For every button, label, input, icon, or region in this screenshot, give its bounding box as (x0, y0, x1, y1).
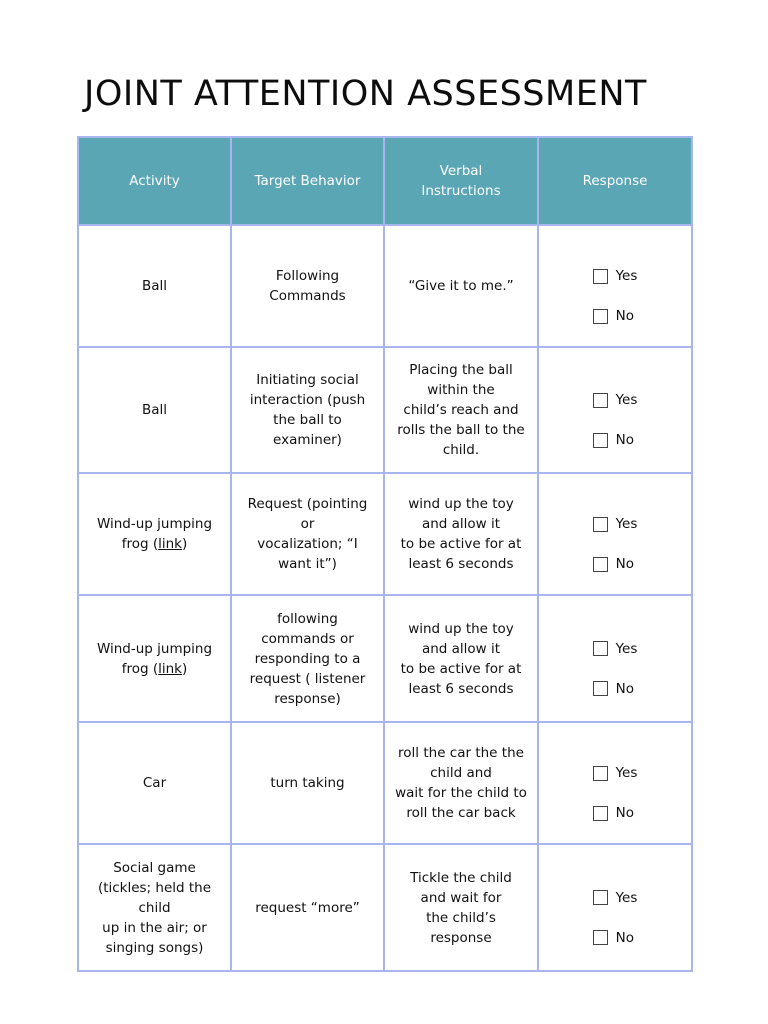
yes-label: Yes (615, 392, 638, 408)
table-row (78, 595, 692, 722)
yes-option[interactable] (593, 888, 638, 908)
table-row (78, 722, 692, 844)
no-option[interactable] (593, 679, 638, 699)
activity-text-end: ) (182, 660, 188, 677)
yes-checkbox[interactable] (593, 393, 608, 408)
target-behavior-cell: request “more” (231, 844, 384, 971)
yes-option[interactable] (593, 763, 638, 783)
column-header-activity: Activity (78, 137, 231, 225)
target-behavior-cell: Initiating social interaction (push the ball to examiner) (231, 347, 384, 473)
target-behavior-cell: following commands or responding to a request ( listener response) (231, 595, 384, 722)
activity-cell (78, 473, 231, 595)
no-option[interactable] (593, 306, 638, 326)
activity-text: Wind-up jumping frog ( (96, 516, 213, 552)
no-option[interactable] (593, 430, 638, 450)
activity-text-end: ) (182, 536, 188, 552)
header-row (78, 137, 692, 225)
verbal-instructions-cell: Placing the ball within the child’s reach and rolls the ball to the child. (384, 347, 538, 473)
activity-text: Wind-up jumping frog ( (96, 640, 213, 677)
no-option[interactable] (593, 803, 638, 823)
activity-cell: Ball (78, 347, 231, 473)
response-cell (538, 844, 692, 971)
yes-checkbox[interactable] (593, 890, 608, 905)
no-checkbox[interactable] (593, 681, 608, 696)
yes-label: Yes (615, 268, 638, 284)
verbal-instructions-cell: wind up the toy and allow it to be active for at least 6 seconds (384, 473, 538, 595)
yes-option[interactable] (593, 390, 638, 410)
no-checkbox[interactable] (593, 806, 608, 821)
response-cell (538, 225, 692, 347)
no-label: No (615, 432, 634, 448)
no-option[interactable] (593, 928, 638, 948)
no-checkbox[interactable] (593, 309, 608, 324)
yes-checkbox[interactable] (593, 517, 608, 532)
table-row (78, 473, 692, 595)
no-label: No (615, 308, 634, 324)
response-options (593, 370, 638, 470)
yes-option[interactable] (593, 266, 638, 286)
response-cell (538, 347, 692, 473)
activity-link[interactable]: link (158, 536, 182, 552)
response-options (593, 743, 638, 843)
column-header-verbal-instructions: Verbal Instructions (384, 137, 538, 225)
no-checkbox[interactable] (593, 930, 608, 945)
response-cell (538, 595, 692, 722)
yes-checkbox[interactable] (593, 766, 608, 781)
assessment-table (77, 136, 693, 972)
target-behavior-cell: turn taking (231, 722, 384, 844)
table-row (78, 225, 692, 347)
activity-cell: Car (78, 722, 231, 844)
activity-cell: Social game (tickles; held the child up in the air; or singing songs) (78, 844, 231, 971)
activity-cell: Ball (78, 225, 231, 347)
response-cell (538, 722, 692, 844)
yes-checkbox[interactable] (593, 641, 608, 656)
verbal-instructions-cell: roll the car the the child and wait for the child to roll the car back (384, 722, 538, 844)
activity-cell (78, 595, 231, 722)
yes-option[interactable] (593, 514, 638, 534)
response-cell (538, 473, 692, 595)
yes-label: Yes (615, 640, 638, 657)
page-title: JOINT ATTENTION ASSESSMENT (84, 74, 647, 114)
response-options (593, 494, 638, 594)
no-checkbox[interactable] (593, 557, 608, 572)
yes-label: Yes (615, 765, 638, 781)
yes-option[interactable] (593, 639, 638, 659)
table-row (78, 347, 692, 473)
column-header-response: Response (538, 137, 692, 225)
column-header-target-behavior: Target Behavior (231, 137, 384, 225)
table-row (78, 844, 692, 971)
response-options (593, 246, 638, 346)
yes-checkbox[interactable] (593, 269, 608, 284)
no-option[interactable] (593, 554, 638, 574)
yes-label: Yes (615, 889, 638, 906)
verbal-instructions-cell: Tickle the child and wait for the child’s response (384, 844, 538, 971)
no-label: No (615, 805, 634, 821)
verbal-instructions-cell: “Give it to me.” (384, 225, 538, 347)
yes-label: Yes (615, 516, 638, 532)
verbal-instructions-cell: wind up the toy and allow it to be active for at least 6 seconds (384, 595, 538, 722)
no-label: No (615, 680, 634, 697)
target-behavior-cell: Following Commands (231, 225, 384, 347)
no-label: No (615, 929, 634, 946)
activity-link[interactable]: link (158, 660, 182, 677)
target-behavior-cell: Request (pointing or vocalization; “I want it”) (231, 473, 384, 595)
response-options (593, 619, 638, 719)
response-options (593, 868, 638, 968)
no-label: No (615, 556, 634, 572)
no-checkbox[interactable] (593, 433, 608, 448)
